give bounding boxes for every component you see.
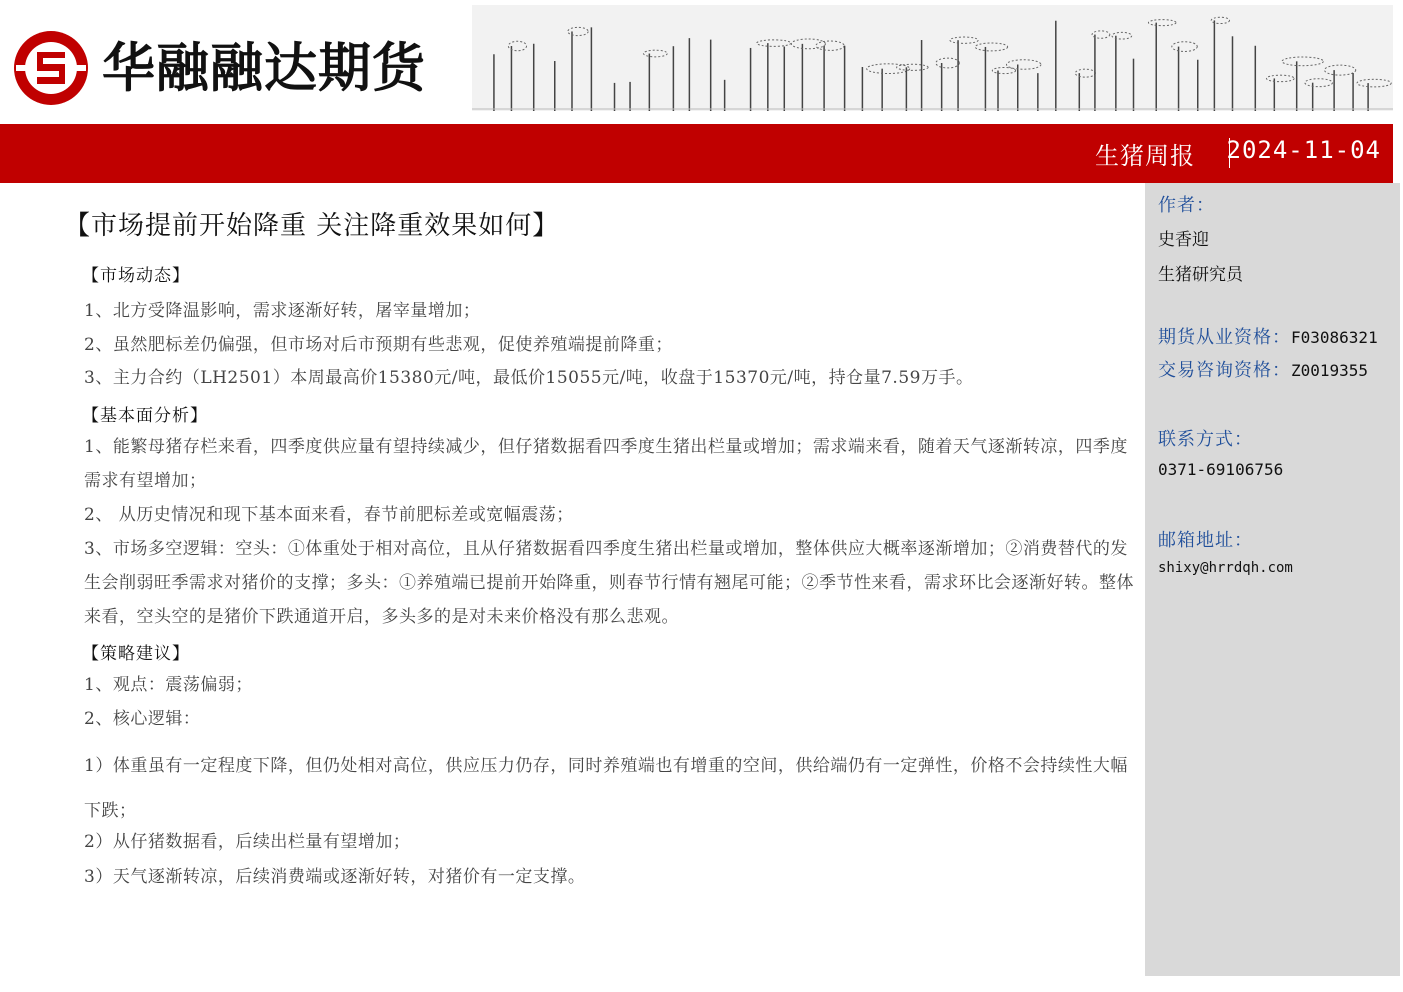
author-name: 史香迎 (1158, 230, 1209, 250)
banner-lamp (757, 40, 791, 47)
banner-lamp (643, 50, 667, 57)
email-label: 邮箱地址： (1158, 530, 1253, 551)
strategy-logic-2: 2）从仔猪数据看，后续出栏量有望增加； (84, 832, 411, 852)
author-title: 生猪研究员 (1158, 265, 1243, 285)
contact-phone: 0371-69106756 (1158, 460, 1284, 479)
consult-qualification-value: Z0019355 (1291, 361, 1369, 380)
fundamental-point-2: 2、 从历史情况和现下基本面来看，春节前肥标差或宽幅震荡； (84, 505, 574, 525)
fundamental-point-1: 1、能繁母猪存栏来看，四季度供应量有望持续减少，但仔猪数据看四季度生猪出栏量或增加；需求端来看，随着天气逐渐转凉，四季度需求有望增加； (84, 437, 1128, 491)
market-point-3: 3、主力合约（LH2501）本周最高价15380元/吨，最低价15055元/吨，收盘于15370元/吨，持仓量7.59万手。 (84, 368, 974, 388)
banner-lamp (568, 27, 588, 35)
banner-lamp (950, 37, 978, 43)
email-address: shixy@hrrdqh.com (1158, 560, 1293, 576)
fundamental-point-3: 3、市场多空逻辑：空头：①体重处于相对高位，且从仔猪数据看四季度生猪出栏量或增加，整体供应大概率逐渐增加；②消费替代的发生会削弱旺季需求对猪价的支撑；多头：①养殖端已提前开始降重，则春节行情有翘尾可能；②季节性来看，需求环比会逐渐好转。整体来看，空头空的是猪价下跌通道开启，多头多的是对未来价格没有那么悲观。 (84, 539, 1134, 627)
futures-qualification-value: F03086321 (1291, 328, 1378, 347)
strategy-point-1: 1、观点：震荡偏弱； (84, 675, 253, 695)
banner-lamp (1172, 42, 1197, 52)
banner-lamp (1148, 20, 1176, 26)
strategy-logic-3: 3）天气逐渐转凉，后续消费端或逐渐好转，对猪价有一定支撑。 (84, 867, 586, 887)
strategy-logic-1: 1）体重虽有一定程度下降，但仍处相对高位，供应压力仍存，同时养殖端也有增重的空间，供给端仍有一定弹性，价格不会持续性大幅下跌； (84, 756, 1128, 821)
market-point-1: 1、北方受降温影响，需求逐渐好转，屠宰量增加； (84, 301, 481, 321)
strategy-point-2: 2、核心逻辑： (84, 709, 201, 729)
banner-lamp (936, 58, 959, 68)
futures-qualification (1158, 323, 1378, 349)
banner-lamp (1357, 79, 1391, 87)
banner-lamp (1324, 65, 1355, 75)
section-heading-strategy: 【策略建议】 (82, 644, 190, 664)
banner-lamp (1266, 75, 1294, 81)
report-type: 生猪周报 (1095, 142, 1195, 170)
author-label: 作者： (1158, 195, 1215, 216)
company-name: 华融融达期货 (102, 37, 426, 99)
city-lights-banner (472, 5, 1393, 111)
report-date: 2024-11-04 (1226, 136, 1381, 164)
banner-lamp (1282, 57, 1323, 66)
author-sidebar (1145, 183, 1400, 976)
banner-lamp (1211, 17, 1229, 23)
consult-qualification-label: 交易咨询资格： (1158, 360, 1291, 381)
banner-lamp (816, 41, 844, 50)
banner-lamp (1075, 69, 1095, 77)
contact-label: 联系方式： (1158, 429, 1253, 450)
company-logo-icon (12, 29, 90, 107)
company-logo (12, 26, 426, 110)
banner-lamp (1305, 79, 1333, 87)
market-point-2: 2、虽然肥标差仍偏强，但市场对后市预期有些悲观，促使养殖端提前降重； (84, 335, 673, 355)
article-title: 【市场提前开始降重 关注降重效果如何】 (64, 211, 560, 241)
report-header-bar (0, 124, 1393, 183)
section-heading-market: 【市场动态】 (82, 266, 190, 286)
banner-lamp (791, 39, 825, 49)
consult-qualification (1158, 356, 1368, 382)
banner-lamp (975, 43, 1007, 51)
futures-qualification-label: 期货从业资格： (1158, 327, 1291, 348)
section-heading-fundamental: 【基本面分析】 (82, 406, 208, 426)
banner-lamp (1112, 32, 1132, 39)
